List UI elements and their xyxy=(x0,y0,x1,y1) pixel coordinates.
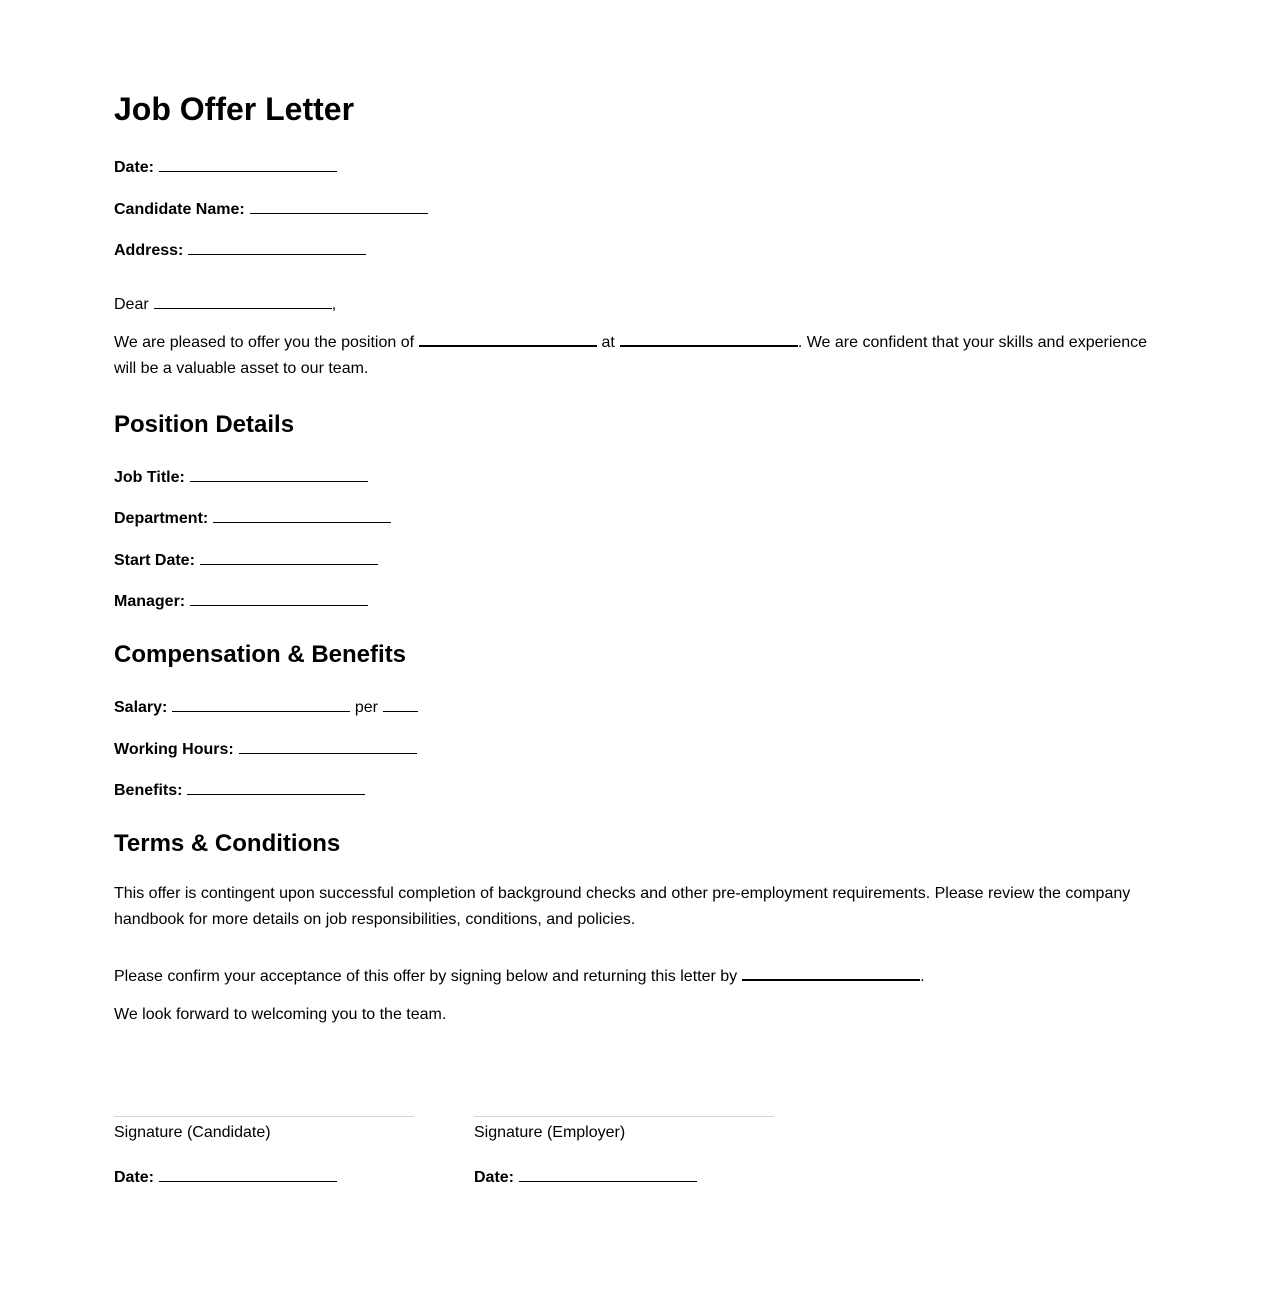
closing-text: We look forward to welcoming you to the team. xyxy=(114,1006,447,1023)
salary-field xyxy=(114,697,418,716)
working-hours-field xyxy=(114,739,417,758)
employer-date-label: Date: xyxy=(474,1169,515,1186)
start-date-blank[interactable] xyxy=(200,550,378,565)
date-label: Date: xyxy=(114,159,155,176)
candidate-signature-label: Signature (Candidate) xyxy=(114,1124,271,1141)
intro-part1: We are pleased to offer you the position of xyxy=(114,334,415,351)
manager-label: Manager: xyxy=(114,593,186,610)
candidate-signature-line[interactable] xyxy=(114,1116,414,1117)
employer-date-field xyxy=(474,1167,697,1186)
start-date-field xyxy=(114,550,378,569)
page-title: Job Offer Letter xyxy=(114,91,355,127)
job-title-blank[interactable] xyxy=(190,467,368,482)
salary-label: Salary: xyxy=(114,699,168,716)
start-date-label: Start Date: xyxy=(114,552,195,569)
salary-period-blank[interactable] xyxy=(383,697,418,712)
confirm-line xyxy=(114,965,925,985)
position-blank[interactable] xyxy=(419,331,597,347)
address-label: Address: xyxy=(114,242,184,259)
intro-part2: at xyxy=(601,334,615,351)
intro-paragraph xyxy=(114,330,1154,382)
candidate-date-label: Date: xyxy=(114,1169,155,1186)
compensation-heading: Compensation & Benefits xyxy=(114,641,407,668)
date-field xyxy=(114,157,337,176)
salary-blank[interactable] xyxy=(172,697,350,712)
benefits-blank[interactable] xyxy=(187,780,365,795)
working-hours-blank[interactable] xyxy=(239,739,417,754)
department-label: Department: xyxy=(114,510,209,527)
employer-date-blank[interactable] xyxy=(519,1167,697,1182)
candidate-date-field xyxy=(114,1167,337,1186)
benefits-label: Benefits: xyxy=(114,782,183,799)
greeting-comma: , xyxy=(331,296,337,313)
greeting xyxy=(114,294,336,313)
confirm-text: Please confirm your acceptance of this offer by signing below and returning this letter by xyxy=(114,968,738,985)
dear-text: Dear xyxy=(114,296,149,313)
recipient-blank[interactable] xyxy=(154,294,332,309)
working-hours-label: Working Hours: xyxy=(114,741,234,758)
benefits-field xyxy=(114,780,365,799)
address-field xyxy=(114,240,366,259)
per-text: per xyxy=(354,699,378,716)
terms-heading: Terms & Conditions xyxy=(114,830,341,857)
address-blank[interactable] xyxy=(188,240,366,255)
department-blank[interactable] xyxy=(213,508,391,523)
candidate-date-blank[interactable] xyxy=(159,1167,337,1182)
terms-body: This offer is contingent upon successful completion of background checks and other pre-employment requirements. Please review the company handbook for more details on job responsibilities, conditions, and policies. xyxy=(114,885,1131,928)
employer-signature-label: Signature (Employer) xyxy=(474,1124,626,1141)
intro-part3: . We are confident that your skills and experience will be a valuable asset to our team. xyxy=(114,334,1148,377)
company-blank[interactable] xyxy=(620,331,798,347)
position-details-heading: Position Details xyxy=(114,411,295,438)
job-title-label: Job Title: xyxy=(114,469,185,486)
department-field xyxy=(114,508,391,527)
return-date-blank[interactable] xyxy=(742,965,920,981)
candidate-name-field xyxy=(114,199,428,218)
candidate-name-label: Candidate Name: xyxy=(114,201,245,218)
employer-signature-line[interactable] xyxy=(474,1116,774,1117)
candidate-name-blank[interactable] xyxy=(250,199,428,214)
confirm-end: . xyxy=(920,968,925,985)
job-title-field xyxy=(114,467,368,486)
manager-field xyxy=(114,591,368,610)
manager-blank[interactable] xyxy=(190,591,368,606)
date-blank[interactable] xyxy=(159,157,337,172)
